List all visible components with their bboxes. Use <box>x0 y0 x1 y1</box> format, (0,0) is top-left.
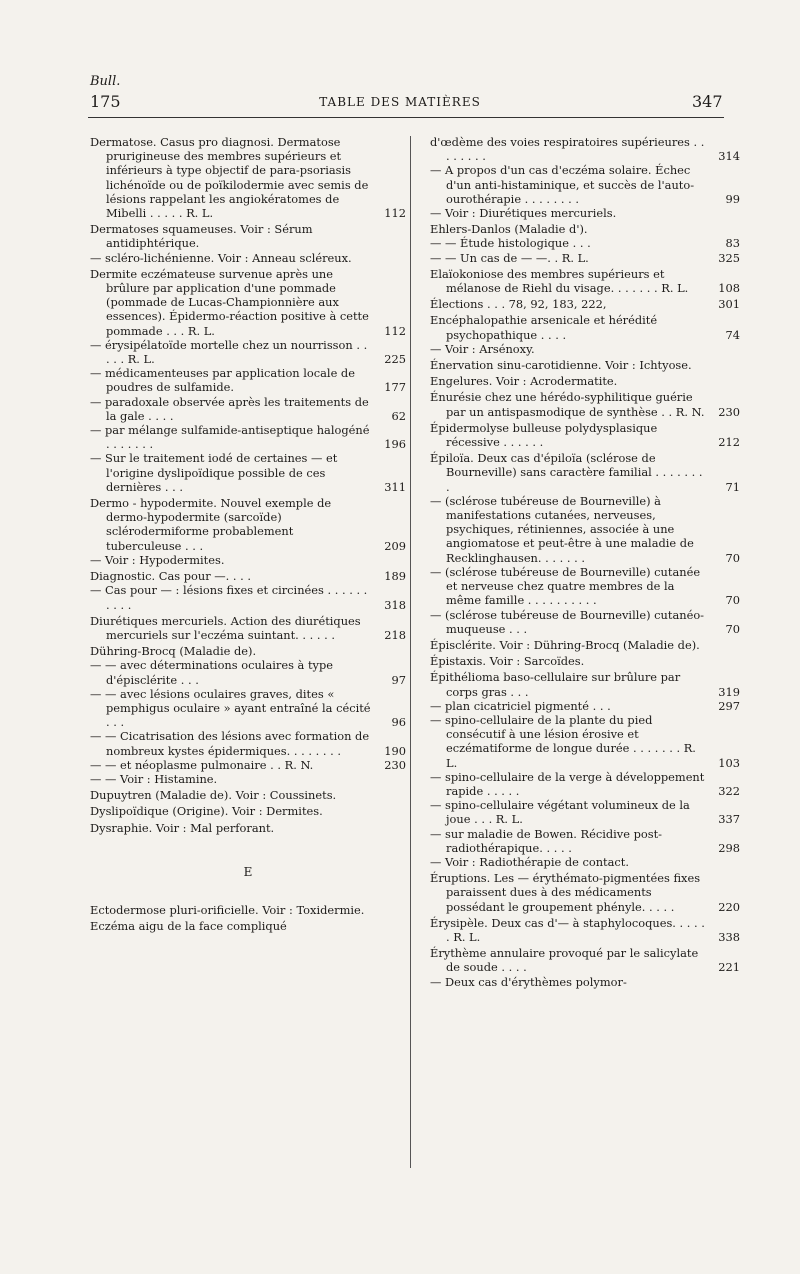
entry-page-ref: 221 <box>718 960 740 975</box>
entry-text: Elaïokoniose des membres supérieurs et mélanose de Riehl du visage. . . . . . . R. L. <box>430 266 689 296</box>
index-entry <box>430 699 740 713</box>
entry-text: — paradoxale observée après les traitements de la gale . . . . <box>90 394 369 423</box>
entry-text: — (sclérose tubéreuse de Bourneville) à manifestations cutanées, nerveuses, psychiques, rétiniennes, associée à une angiomatose et peut-être à une maladie de Recklinghausen. . . . . . . <box>430 493 694 565</box>
entry-text: — médicamenteuses par application locale de poudres de sulfamide. <box>90 366 355 395</box>
entry-text: Dysraphie. Voir : Mal perforant. <box>90 820 275 835</box>
index-entry <box>430 975 740 989</box>
entry-text: — spino-cellulaire végétant volumineux de la joue . . . R. L. <box>430 798 690 827</box>
volume-number: 175 <box>90 92 121 111</box>
entry-text: — plan cicatriciel pigmenté . . . <box>430 698 611 713</box>
entry-page-ref: 70 <box>725 550 740 565</box>
index-entry <box>430 565 740 608</box>
entry-page-ref: 99 <box>725 191 740 206</box>
index-entry <box>90 267 406 338</box>
index-entry <box>430 608 740 636</box>
index-entry <box>90 687 406 730</box>
entry-text: — Voir : Arsénoxy. <box>430 341 535 356</box>
index-entry <box>430 342 740 356</box>
index-entry <box>430 313 740 341</box>
entry-page-ref: 298 <box>718 840 740 855</box>
entry-page-ref: 177 <box>384 380 406 395</box>
index-entry <box>90 658 406 686</box>
entry-text: — Voir : Diurétiques mercuriels. <box>430 206 617 221</box>
index-entry <box>90 919 406 933</box>
entry-page-ref: 230 <box>384 757 406 772</box>
entry-page-ref: 212 <box>718 435 740 450</box>
entry-text: Épiloïa. Deux cas d'épiloïa (sclérose de Bourneville) sans caractère familial . . . . . . . . <box>430 451 703 494</box>
entry-text: Épidermolyse bulleuse polydysplasique récessive . . . . . . <box>430 420 658 450</box>
entry-text: Diagnostic. Cas pour —. . . . <box>90 569 251 584</box>
entry-page-ref: 108 <box>718 281 740 296</box>
entry-text: — A propos d'un cas d'eczéma solaire. Échec d'un anti-histaminique, et succès de l'auto-ourothérapie . . . . . . . . <box>430 163 695 206</box>
index-entry <box>90 553 406 567</box>
entry-text: Érysipèle. Deux cas d'— à staphylocoques. . . . . . R. L. <box>430 915 705 944</box>
index-entry <box>90 903 406 917</box>
entry-text: Ehlers-Danlos (Maladie d'). <box>430 222 588 237</box>
entry-page-ref: 220 <box>718 899 740 914</box>
index-entry <box>430 222 740 236</box>
index-entry <box>90 569 406 583</box>
index-entry <box>430 267 740 295</box>
entry-text: — (sclérose tubéreuse de Bourneville) cutanéo-muqueuse . . . <box>430 607 705 636</box>
entry-text: Dermatose. Casus pro diagnosi. Dermatose prurigineuse des membres supérieurs et inférieurs à type objectif de para-psoriasis lichénoïde ou de poïkilodermie avec semis de lésions rappelant les angiokératomes de Mibelli . . . . . R. L. <box>90 135 369 221</box>
index-entry <box>430 638 740 652</box>
entry-page-ref: 189 <box>384 569 406 584</box>
entry-text: — spino-cellulaire de la plante du pied consécutif à une lésion érosive et eczématiforme de longue durée . . . . . . . R. L. <box>430 712 696 770</box>
entry-page-ref: 325 <box>718 250 740 265</box>
entry-page-ref: 74 <box>725 327 740 342</box>
index-entry <box>430 654 740 668</box>
index-entry <box>430 855 740 869</box>
index-entry <box>430 390 740 418</box>
entry-page-ref: 190 <box>384 743 406 758</box>
index-entry <box>430 798 740 826</box>
entry-text: Dupuytren (Maladie de). Voir : Coussinets. <box>90 788 337 803</box>
entry-page-ref: 230 <box>718 404 740 419</box>
entry-text: — Cas pour — : lésions fixes et circinées . . . . . . . . . . <box>90 583 368 612</box>
index-entry <box>90 451 406 494</box>
column-divider <box>410 136 411 1168</box>
entry-text: — — Un cas de — —. . R. L. <box>430 250 589 265</box>
entry-text: — scléro-lichénienne. Voir : Anneau scléreux. <box>90 250 352 265</box>
entry-page-ref: 225 <box>384 352 406 367</box>
section-letter: E <box>243 864 253 879</box>
index-entry <box>430 871 740 914</box>
entry-text: Dermite eczémateuse survenue après une brûlure par application d'une pommade (pommade de Lucas-Championnière aux essences). Épidermo-réaction positive à cette pommade . . . R. L. <box>90 266 369 338</box>
entry-text: — Voir : Hypodermites. <box>90 552 225 567</box>
index-entry <box>430 827 740 855</box>
entry-text: — Sur le traitement iodé de certaines — et l'origine dyslipoïdique possible de ces dernières . . . <box>90 451 338 494</box>
entry-text: Dyslipoïdique (Origine). Voir : Dermites. <box>90 804 323 819</box>
header-rule <box>88 117 724 118</box>
index-entry <box>430 713 740 770</box>
entry-text: Éruptions. Les — érythémato-pigmentées fixes paraissent dues à des médicaments possédant le groupement phényle. . . . . <box>430 871 701 914</box>
index-entry <box>90 758 406 772</box>
page-number: 347 <box>692 92 723 111</box>
entry-text: — Voir : Radiothérapie de contact. <box>430 854 629 869</box>
entry-page-ref: 83 <box>725 236 740 251</box>
index-entry <box>430 374 740 388</box>
index-entry <box>90 772 406 786</box>
entry-page-ref: 338 <box>718 929 740 944</box>
index-entry <box>430 206 740 220</box>
entry-text: — — et néoplasme pulmonaire . . R. N. <box>90 757 314 772</box>
entry-text: Engelures. Voir : Acrodermatite. <box>430 374 618 389</box>
entry-text: — — Voir : Histamine. <box>90 771 218 786</box>
entry-text: Ectodermose pluri-orificielle. Voir : Toxidermie. <box>90 902 365 917</box>
entry-page-ref: 62 <box>391 408 406 423</box>
entry-text: d'œdème des voies respiratoires supérieures . . . . . . . . <box>430 135 705 164</box>
entry-text: Élections . . . 78, 92, 183, 222, <box>430 297 607 312</box>
entry-text: Érythème annulaire provoqué par le salicylate de soude . . . . <box>430 946 699 975</box>
entry-text: — — avec déterminations oculaires à type d'épisclérite . . . <box>90 658 333 687</box>
entry-page-ref: 112 <box>384 206 406 221</box>
entry-text: Eczéma aigu de la face compliqué <box>90 919 287 934</box>
entry-text: Diurétiques mercuriels. Action des diurétiques mercuriels sur l'eczéma suintant. . . . . . <box>90 613 361 642</box>
index-entry <box>90 496 406 553</box>
entry-text: Encéphalopathie arsenicale et hérédité psychopathique . . . . <box>430 313 658 342</box>
entry-text: — (sclérose tubéreuse de Bourneville) cutanée et nerveuse chez quatre membres de la même famille . . . . . . . . . . <box>430 564 701 608</box>
index-entry <box>430 946 740 974</box>
index-entry <box>90 583 406 611</box>
entry-text: — par mélange sulfamide-antiseptique halogéné . . . . . . . <box>90 423 370 452</box>
index-entry <box>430 451 740 494</box>
index-entry <box>90 821 406 835</box>
index-entry <box>430 251 740 265</box>
entry-text: Énervation sinu-carotidienne. Voir : Ichtyose. <box>430 358 692 373</box>
entry-page-ref: 314 <box>718 149 740 164</box>
left-column <box>90 133 406 933</box>
index-entry <box>90 729 406 757</box>
entry-page-ref: 319 <box>718 684 740 699</box>
index-entry <box>430 297 740 311</box>
entry-text: Dermatoses squameuses. Voir : Sérum antidiphtérique. <box>90 222 313 251</box>
index-entry <box>430 494 740 565</box>
entry-text: Épithélioma baso-cellulaire sur brûlure par corps gras . . . <box>430 670 681 699</box>
index-entry <box>90 614 406 642</box>
index-entry <box>90 338 406 366</box>
journal-abbrev: Bull. <box>90 74 121 89</box>
index-entry <box>90 366 406 394</box>
index-entry <box>90 395 406 423</box>
index-entry <box>430 135 740 163</box>
entry-text: — — avec lésions oculaires graves, dites « pemphigus oculaire » ayant entraîné la cécité . . . <box>90 686 371 730</box>
entry-page-ref: 301 <box>718 297 740 312</box>
entry-page-ref: 322 <box>718 783 740 798</box>
index-entry <box>90 423 406 451</box>
entry-page-ref: 97 <box>391 672 406 687</box>
entry-page-ref: 196 <box>384 437 406 452</box>
index-entry <box>90 135 406 220</box>
entry-text: Énurésie chez une hérédo-syphilitique guérie par un antispasmodique de synthèse . . R. N. <box>430 390 705 419</box>
index-entry <box>90 644 406 658</box>
entry-text: Dermo - hypodermite. Nouvel exemple de dermo-hypodermite (sarcoïde) sclérodermiforme probablement tuberculeuse . . . <box>90 496 332 553</box>
index-entry <box>430 770 740 798</box>
index-entry <box>90 788 406 802</box>
index-entry <box>430 163 740 206</box>
entry-text: Épistaxis. Voir : Sarcoïdes. <box>430 654 585 669</box>
entry-page-ref: 297 <box>718 698 740 713</box>
index-entry <box>430 916 740 944</box>
entry-page-ref: 96 <box>391 715 406 730</box>
entry-text: Dühring-Brocq (Maladie de). <box>90 644 257 659</box>
entry-page-ref: 311 <box>384 479 406 494</box>
entry-page-ref: 71 <box>725 479 740 494</box>
entry-text: — — Cicatrisation des lésions avec formation de nombreux kystes épidermiques. . . . . . . . <box>90 729 370 758</box>
entry-page-ref: 318 <box>384 597 406 612</box>
index-entry <box>430 670 740 698</box>
entry-page-ref: 337 <box>718 812 740 827</box>
entry-text: — spino-cellulaire de la verge à développement rapide . . . . . <box>430 769 705 798</box>
entry-page-ref: 218 <box>384 627 406 642</box>
index-entry <box>430 421 740 449</box>
entry-text: — érysipélatoïde mortelle chez un nourrisson . . . . . R. L. <box>90 337 368 367</box>
entry-page-ref: 209 <box>384 538 406 553</box>
entry-text: — Deux cas d'érythèmes polymor- <box>430 974 627 989</box>
index-entry <box>90 804 406 818</box>
entry-page-ref: 112 <box>384 323 406 338</box>
index-entry <box>90 251 406 265</box>
entry-page-ref: 70 <box>725 621 740 636</box>
page-title: TABLE DES MATIÈRES <box>319 95 481 109</box>
index-entry <box>430 236 740 250</box>
index-entry <box>90 222 406 250</box>
entry-page-ref: 70 <box>725 593 740 608</box>
entry-text: — sur maladie de Bowen. Récidive post-radiothérapique. . . . . <box>430 826 663 855</box>
right-column <box>430 133 740 989</box>
entry-text: — — Étude histologique . . . <box>430 236 591 251</box>
entry-text: Épisclérite. Voir : Dühring-Brocq (Maladie de). <box>430 637 700 652</box>
entry-page-ref: 103 <box>718 755 740 770</box>
index-entry <box>430 358 740 372</box>
